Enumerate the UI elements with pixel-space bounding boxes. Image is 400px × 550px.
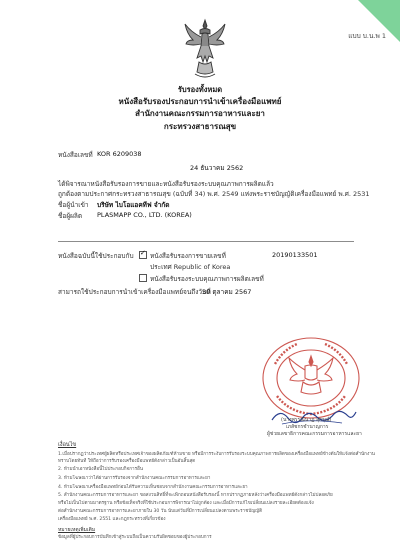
check-mark-icon: ✓	[140, 249, 146, 257]
garuda-emblem-icon	[183, 18, 227, 82]
licensee-label: ชื่อผู้นำเข้า	[58, 201, 89, 209]
conditions-heading: เงื่อนไข	[58, 442, 77, 448]
signatory-position-2: ผู้ช่วยเลขาธิการคณะกรรมการอาหารและยา	[267, 431, 362, 437]
certificate-number-label: หนังสือเลขที่	[58, 151, 93, 159]
condition-4: 4. ห้ามโฆษณาเครื่องมือแพทย์ก่อนได้รับความเห็นชอบจากสำนักงานคณะกรรมการอาหารและยา	[58, 485, 248, 490]
licensee-name: บริษัท ไบโอแอคทีฟ จำกัด	[97, 201, 170, 209]
usage-label: หนังสือฉบับนี้ใช้ประกอบกับ	[58, 252, 134, 260]
remarks-heading: หมายเหตุเพิ่มเติม	[58, 527, 96, 533]
condition-5d: เครื่องมือแพทย์ พ.ศ. 2551 และกฎกระทรวงที่เกี่ยวข้อง	[58, 517, 166, 522]
document-heading: รับรองทั้งหมด	[177, 85, 223, 94]
option-free-sale: หนังสือรับรองการขายเลขที่	[150, 252, 226, 260]
valid-until-date: 30 ตุลาคม 2567	[202, 288, 252, 296]
country-line: ประเทศ Republic of Korea	[150, 263, 231, 271]
condition-5c: ต่อสำนักงานคณะกรรมการอาหารและยาภายใน 30 วัน นับแต่วันที่มีการเปลี่ยนแปลงตามพระราชบัญญัติ	[58, 509, 263, 514]
manufacturer-name: PLASMAPP CO., LTD. (KOREA)	[97, 211, 192, 219]
valid-until-label: สามารถใช้ประกอบการนำเข้าเครื่องมือแพทย์จนถึงวันที่	[58, 288, 211, 296]
condition-2: 2. ห้ามนำเอาหนังสือนี้ไปประกอบกิจการอื่น	[58, 467, 143, 472]
option-quality: หนังสือรับรองระบบคุณภาพการผลิตเลขที่	[150, 275, 264, 283]
body-line-1: ได้พิจารณาหนังสือรับรองการขายและหนังสือรับรองระบบคุณภาพการผลิตแล้ว	[58, 180, 274, 188]
condition-5: 5. สำนักงานคณะกรรมการอาหารและยา ขอสงวนสิทธิ์ที่จะเพิกถอนหนังสือรับรองนี้ หากปรากฏภายหลังว่าเครื่องมือแพทย์ดังกล่าวไม่ปลอดภัย	[58, 493, 333, 498]
checkbox-quality	[139, 274, 147, 282]
certificate-number: KOR 6209038	[97, 150, 142, 158]
manufacturer-label: ชื่อผู้ผลิต	[58, 212, 83, 220]
issue-date: 24 ธันวาคม 2562	[190, 164, 244, 172]
divider	[58, 241, 354, 242]
condition-1b: ทราบโดยทันที ให้ถือว่าการรับรองเครื่องมือแพทย์ดังกล่าวเป็นอันสิ้นสุด	[58, 459, 196, 464]
free-sale-number: 20190133501	[272, 251, 318, 259]
signatory-position-1: เภสัชกรชำนาญการ	[286, 424, 329, 430]
signatory-name: (นางพรรณีนาฏ สุกรุณ์)	[281, 417, 332, 423]
condition-1: 1.เมื่อปรากฏว่าประเทศผู้ผลิตหรือประเทศเจ้าของผลิตภัณฑ์ห้ามขาย หรือมีการระงับการรับรองระบบคุณภาพการผลิตของเครื่องมือแพทย์ข้างต้นให้แจ้งต่อสำนักงาน	[58, 452, 375, 457]
body-line-2: ถูกต้องตามประกาศกระทรวงสาธารณสุข (ฉบับที่ 34) พ.ศ. 2549 แห่งพระราชบัญญัติเครื่องมือแพทย์ พ.ศ. 2531	[58, 190, 370, 198]
ministry-name: กระทรวงสาธารณสุข	[163, 122, 237, 131]
certificate-title: หนังสือรับรองประกอบการนำเข้าเครื่องมือแพทย์	[118, 97, 282, 106]
remarks-text: ข้อมูลที่ผู้ประกอบการบันทึกเข้าสู่ระบบถือเป็นความรับผิดชอบของผู้ประกอบการ	[58, 535, 212, 540]
issuing-office: สำนักงานคณะกรรมการอาหารและยา	[135, 109, 265, 118]
condition-3: 3. ห้ามโฆษณาว่าได้ผ่านการรับรองจากสำนักงานคณะกรรมการอาหารและยา	[58, 476, 211, 481]
checkbox-free-sale	[139, 251, 147, 259]
form-code: แบบ บ.น.พ 1	[348, 32, 386, 40]
condition-5b: หรือไม่เป็นไปตามมาตรฐาน หรือข้อเท็จจริงที่ใช้ประกอบการพิจารณาไม่ถูกต้อง และเมื่อมีการแก้ไขเปลี่ยนแปลงรายละเอียดต้องแจ้ง	[58, 501, 314, 506]
